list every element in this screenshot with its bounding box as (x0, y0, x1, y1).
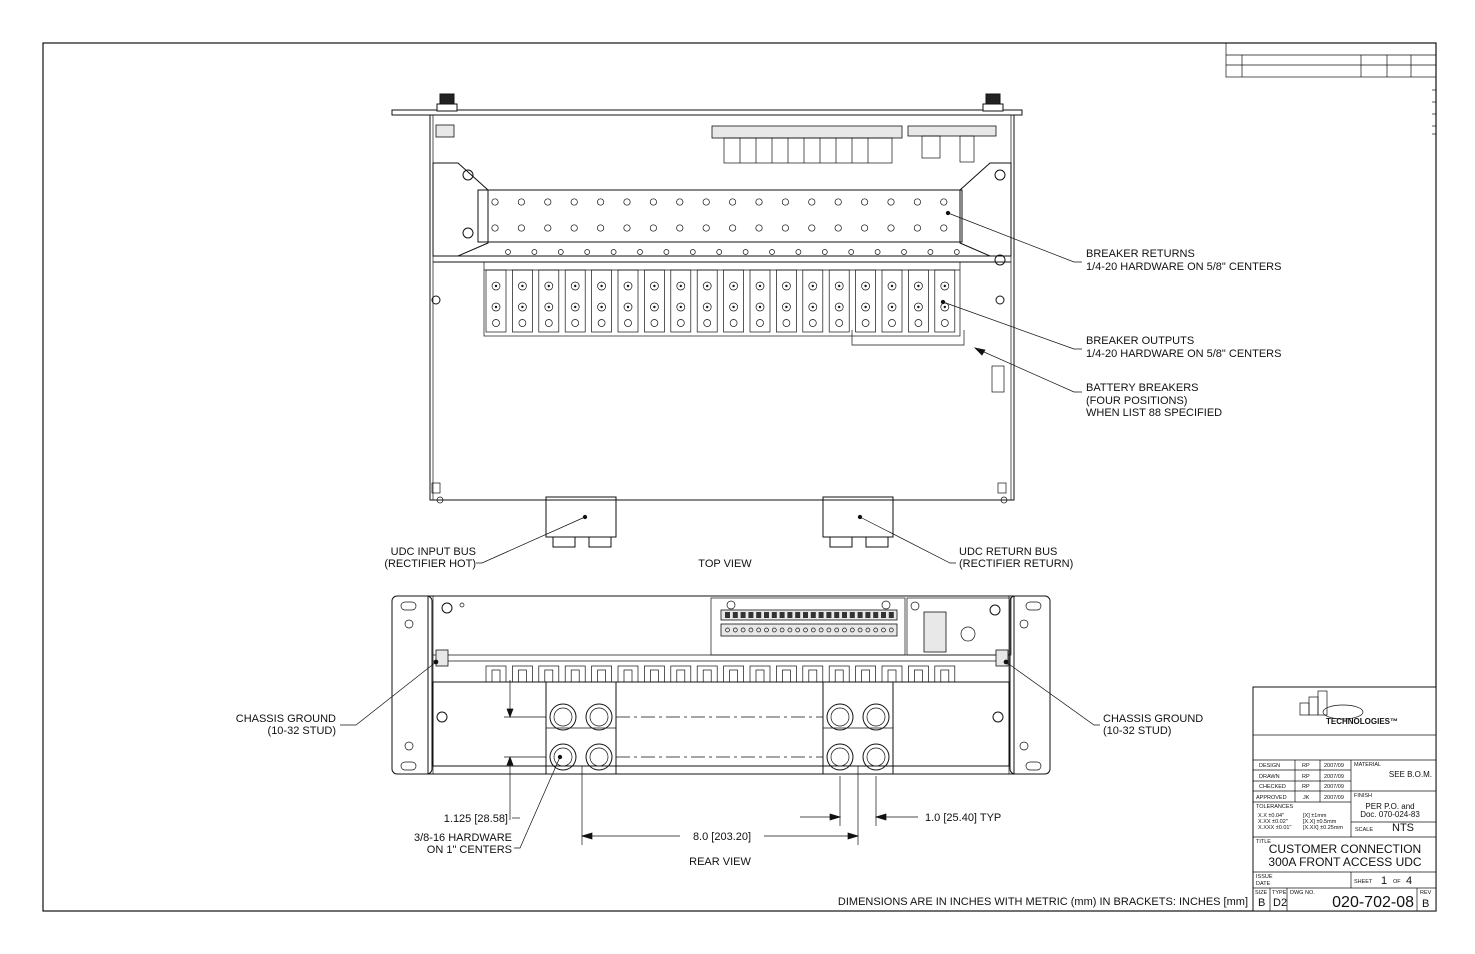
return-hole (518, 199, 524, 205)
rear-terminal (834, 612, 839, 618)
output-terminal-dot (495, 306, 497, 308)
breaker-tab (935, 666, 955, 682)
top-view-caption: TOP VIEW (698, 558, 752, 570)
chassis-ground-right-line2: (10-32 STUD) (1103, 725, 1172, 737)
output-terminal-dot (759, 285, 761, 287)
finish-value-line1: PER P.O. and (1365, 802, 1415, 811)
scale-label: SCALE (1355, 827, 1374, 833)
return-hole (861, 199, 867, 205)
date-label: DATE (1256, 881, 1271, 887)
breaker-tab-slot (835, 670, 843, 682)
top-view-leaders (476, 211, 1082, 563)
output-terminal-dot (785, 285, 787, 287)
dimension-8: 8.0 [203.20] (692, 831, 752, 843)
bus-stud (590, 708, 608, 726)
return-stud (875, 250, 880, 255)
return-stud (532, 250, 537, 255)
rear-terminal (795, 612, 800, 618)
breaker-tab (882, 666, 902, 682)
tolerance-mm-3: [X.XX] ±0.25mm (1303, 825, 1344, 831)
return-hole (597, 225, 603, 231)
breaker-outputs-label-line1: BREAKER OUTPUTS (1086, 335, 1195, 347)
return-stud (796, 250, 801, 255)
output-terminal (704, 320, 711, 327)
breaker-output-module (644, 270, 664, 332)
breaker-tab (750, 666, 770, 682)
dimension-1-typ: 1.0 [25.40] TYP (925, 812, 1002, 824)
role-drawn: DRAWN (1259, 774, 1280, 780)
breaker-tab-slot (518, 670, 526, 682)
rear-view (392, 596, 1050, 774)
return-stud (558, 250, 563, 255)
hardware-38-line1: 3/8-16 HARDWARE (413, 832, 512, 844)
return-stud (928, 250, 933, 255)
breaker-outputs-label-line2: 1/4-20 HARDWARE ON 5/8" CENTERS (1086, 348, 1282, 360)
output-terminal (598, 320, 605, 327)
output-terminal-dot (600, 285, 602, 287)
size-value: B (1258, 897, 1266, 909)
return-hole (545, 199, 551, 205)
output-terminal (677, 320, 684, 327)
output-terminal (757, 320, 764, 327)
breaker-output-module (856, 270, 876, 332)
breaker-tab-slot (862, 670, 870, 682)
breaker-tab (512, 666, 532, 682)
return-hole (888, 199, 894, 205)
by-checked: RP (1302, 784, 1310, 790)
role-approved: APPROVED (1256, 795, 1287, 801)
rear-terminal (803, 612, 808, 618)
output-terminal (783, 320, 790, 327)
return-hole (809, 199, 815, 205)
rear-terminal (772, 612, 777, 618)
breaker-tab-slot (598, 670, 606, 682)
breaker-tab (592, 666, 612, 682)
return-hole (729, 225, 735, 231)
bus-stud (867, 708, 885, 726)
return-stud (611, 250, 616, 255)
title-label: TITLE (1256, 839, 1271, 845)
rear-terminal (819, 612, 824, 618)
breaker-output-module (671, 270, 691, 332)
breaker-tab-slot (888, 670, 896, 682)
breaker-tab-slot (677, 670, 685, 682)
return-stud (717, 250, 722, 255)
breaker-returns-label-line2: 1/4-20 HARDWARE ON 5/8" CENTERS (1086, 261, 1282, 273)
type-label: TYPE (1272, 890, 1287, 896)
by-drawn: RP (1302, 774, 1310, 780)
breaker-tab (776, 666, 796, 682)
rear-terminal (733, 612, 738, 618)
return-hole (914, 199, 920, 205)
dimensions-note: DIMENSIONS ARE IN INCHES WITH METRIC (mm) IN BRACKETS: INCHES [mm] (837, 896, 1248, 908)
breaker-tab (856, 666, 876, 682)
battery-breakers-label-line3: WHEN LIST 88 SPECIFIED (1086, 407, 1223, 419)
return-stud (638, 250, 643, 255)
output-terminal (862, 320, 869, 327)
output-terminal (545, 320, 552, 327)
rear-terminal (748, 612, 753, 618)
return-hole (677, 225, 683, 231)
bus-stud (867, 748, 885, 766)
return-hole (941, 199, 947, 205)
output-terminal (493, 320, 500, 327)
breaker-tab (565, 666, 585, 682)
bus-stud (831, 708, 849, 726)
bus-stud (590, 748, 608, 766)
return-hole (861, 225, 867, 231)
breaker-tab (697, 666, 717, 682)
output-terminal-dot (812, 285, 814, 287)
chassis-ground-left-line2: (10-32 STUD) (267, 725, 336, 737)
return-hole (703, 199, 709, 205)
type-value: D2 (1273, 897, 1288, 909)
breaker-tab-slot (545, 670, 553, 682)
output-terminal-dot (627, 285, 629, 287)
output-terminal-dot (600, 306, 602, 308)
tolerance-in-2: X.XX ±0.02" (1258, 819, 1288, 825)
rear-terminal (842, 612, 847, 618)
breaker-output-module (776, 270, 796, 332)
return-stud (849, 250, 854, 255)
output-terminal-dot (627, 306, 629, 308)
breaker-tab (486, 666, 506, 682)
breaker-output-module (512, 270, 532, 332)
rear-terminal (741, 612, 746, 618)
dimension-1125: 1.125 [28.58] (443, 813, 508, 825)
breaker-output-module (908, 270, 928, 332)
tolerance-in-3: X.XXX ±0.01" (1258, 825, 1292, 831)
return-hole (571, 225, 577, 231)
top-view (392, 94, 1022, 547)
chassis-ground-left-line1: CHASSIS GROUND (235, 713, 336, 725)
output-terminal-dot (838, 285, 840, 287)
breaker-tab-slot (624, 670, 632, 682)
sheet-number: 1 (1381, 875, 1388, 887)
output-terminal-dot (917, 306, 919, 308)
rear-terminal (725, 612, 730, 618)
output-terminal-dot (944, 285, 946, 287)
return-hole (888, 225, 894, 231)
return-hole (650, 199, 656, 205)
breaker-output-module (829, 270, 849, 332)
return-hole (492, 225, 498, 231)
output-terminal-dot (785, 306, 787, 308)
breaker-output-module (618, 270, 638, 332)
return-hole (624, 225, 630, 231)
return-hole (492, 199, 498, 205)
output-terminal-dot (706, 285, 708, 287)
return-hole (597, 199, 603, 205)
return-hole (782, 199, 788, 205)
return-stud (822, 250, 827, 255)
title-line2: 300A FRONT ACCESS UDC (1268, 855, 1422, 869)
breaker-tab-slot (650, 670, 658, 682)
output-terminal (651, 320, 658, 327)
return-hole (677, 199, 683, 205)
output-terminal (809, 320, 816, 327)
breaker-output-module (565, 270, 585, 332)
return-hole (624, 199, 630, 205)
output-terminal-dot (944, 306, 946, 308)
breaker-output-module (486, 270, 506, 332)
return-stud (743, 250, 748, 255)
return-stud (770, 250, 775, 255)
return-stud (690, 250, 695, 255)
output-terminal-dot (495, 285, 497, 287)
breaker-tab (644, 666, 664, 682)
rear-terminal (873, 612, 878, 618)
output-terminal (915, 320, 922, 327)
rear-terminal (850, 612, 855, 618)
breaker-tab (803, 666, 823, 682)
output-terminal-dot (891, 306, 893, 308)
sheet-border (43, 43, 1436, 911)
udc-return-bus-label-line1: UDC RETURN BUS (959, 546, 1058, 558)
output-terminal-dot (521, 306, 523, 308)
finish-label: FINISH (1354, 793, 1373, 799)
breaker-tab-slot (941, 670, 949, 682)
return-stud (585, 250, 590, 255)
return-hole (729, 199, 735, 205)
breaker-tab (618, 666, 638, 682)
return-hole (650, 225, 656, 231)
sheet-label: SHEET (1354, 879, 1373, 885)
output-terminal-dot (917, 285, 919, 287)
scale-value: NTS (1392, 822, 1414, 834)
breaker-tab-slot (809, 670, 817, 682)
rear-terminal (881, 612, 886, 618)
by-approved: JK (1303, 795, 1310, 801)
breaker-tab-slot (703, 670, 711, 682)
rear-terminal (889, 612, 894, 618)
output-terminal-dot (864, 306, 866, 308)
revision-block (1226, 43, 1436, 134)
breaker-tab-slot (571, 670, 579, 682)
udc-return-bus-label-line2: (RECTIFIER RETURN) (959, 558, 1074, 570)
output-terminal-dot (732, 306, 734, 308)
output-terminal-dot (653, 306, 655, 308)
breaker-tab (829, 666, 849, 682)
date-drawn: 2007/09 (1324, 774, 1344, 780)
output-terminal-dot (838, 306, 840, 308)
output-terminal-dot (759, 306, 761, 308)
return-hole (545, 225, 551, 231)
breaker-tab-slot (756, 670, 764, 682)
return-stud (954, 250, 959, 255)
return-hole (809, 225, 815, 231)
breaker-output-module (592, 270, 612, 332)
return-hole (914, 225, 920, 231)
output-terminal-dot (521, 285, 523, 287)
issue-label: ISSUE (1256, 874, 1273, 880)
breaker-output-module (697, 270, 717, 332)
chassis-ground-right-line1: CHASSIS GROUND (1103, 713, 1204, 725)
hardware-38-line2: ON 1" CENTERS (426, 844, 512, 856)
return-hole (941, 225, 947, 231)
of-label: OF (1393, 879, 1401, 885)
output-terminal-dot (548, 285, 550, 287)
return-hole (756, 225, 762, 231)
battery-breakers-label-line1: BATTERY BREAKERS (1086, 382, 1199, 394)
breaker-tab (724, 666, 744, 682)
output-terminal (519, 320, 526, 327)
output-terminal-dot (680, 306, 682, 308)
output-terminal (836, 320, 843, 327)
date-checked: 2007/09 (1324, 784, 1344, 790)
rev-value: B (1422, 898, 1430, 910)
rear-terminal (787, 612, 792, 618)
output-terminal-dot (732, 285, 734, 287)
output-terminal-dot (891, 285, 893, 287)
breaker-returns-label-line1: BREAKER RETURNS (1086, 248, 1195, 260)
role-design: DESIGN (1259, 763, 1281, 769)
logo-text: TECHNOLOGIES™ (1326, 717, 1399, 726)
rear-terminal (780, 612, 785, 618)
return-stud (506, 250, 511, 255)
breaker-tab (671, 666, 691, 682)
breaker-tab (539, 666, 559, 682)
breaker-output-module (750, 270, 770, 332)
return-hole (571, 199, 577, 205)
breaker-output-module (539, 270, 559, 332)
material-value: SEE B.O.M. (1388, 770, 1432, 779)
rev-label: REV (1420, 890, 1432, 896)
by-design: RP (1302, 763, 1310, 769)
output-terminal-dot (574, 285, 576, 287)
output-terminal-dot (706, 306, 708, 308)
output-terminal (625, 320, 632, 327)
output-terminal (572, 320, 579, 327)
udc-input-bus-label-line2: (RECTIFIER HOT) (384, 558, 476, 570)
return-hole (756, 199, 762, 205)
size-label: SIZE (1255, 890, 1268, 896)
dwg-label: DWG NO. (1290, 890, 1315, 896)
breaker-tab-slot (782, 670, 790, 682)
bus-stud (831, 748, 849, 766)
date-design: 2007/09 (1324, 763, 1344, 769)
material-label: MATERIAL (1354, 762, 1382, 768)
breaker-tab-slot (730, 670, 738, 682)
tolerance-mm-1: [X] ±1mm (1303, 813, 1327, 819)
breaker-tab (908, 666, 928, 682)
title-block (1253, 687, 1436, 911)
output-terminal-dot (864, 285, 866, 287)
rear-terminal (865, 612, 870, 618)
rear-terminal (756, 612, 761, 618)
date-approved: 2007/09 (1324, 795, 1344, 801)
output-terminal (730, 320, 737, 327)
tolerance-mm-2: [X.X] ±0.5mm (1303, 819, 1337, 825)
return-hole (835, 225, 841, 231)
sheet-total: 4 (1406, 875, 1413, 887)
battery-breakers-label-line2: (FOUR POSITIONS) (1086, 395, 1188, 407)
output-terminal-dot (653, 285, 655, 287)
rear-terminal (764, 612, 769, 618)
return-stud (902, 250, 907, 255)
breaker-output-module (803, 270, 823, 332)
return-hole (835, 199, 841, 205)
dwg-number: 020-702-08 (1332, 894, 1414, 911)
breaker-tab-slot (492, 670, 500, 682)
breaker-output-module (724, 270, 744, 332)
return-hole (518, 225, 524, 231)
rear-view-caption: REAR VIEW (689, 856, 751, 868)
title-line1: CUSTOMER CONNECTION (1268, 842, 1422, 856)
output-terminal (889, 320, 896, 327)
tolerances-label: TOLERANCES (1256, 804, 1294, 810)
output-terminal-dot (574, 306, 576, 308)
return-hole (703, 225, 709, 231)
tolerance-in-1: X.X ±0.04" (1258, 813, 1285, 819)
breaker-output-module (882, 270, 902, 332)
output-terminal-dot (812, 306, 814, 308)
output-terminal (941, 320, 948, 327)
output-terminal-dot (548, 306, 550, 308)
return-stud (664, 250, 669, 255)
rear-terminal (858, 612, 863, 618)
udc-input-bus-label-line1: UDC INPUT BUS (390, 546, 476, 558)
breaker-tab-slot (914, 670, 922, 682)
return-hole (782, 225, 788, 231)
role-checked: CHECKED (1259, 784, 1286, 790)
bus-stud (554, 708, 572, 726)
finish-value-line2: Doc. 070-024-83 (1360, 810, 1420, 819)
output-terminal-dot (680, 285, 682, 287)
rear-terminal (811, 612, 816, 618)
bus-stud (554, 748, 572, 766)
rear-terminal (826, 612, 831, 618)
